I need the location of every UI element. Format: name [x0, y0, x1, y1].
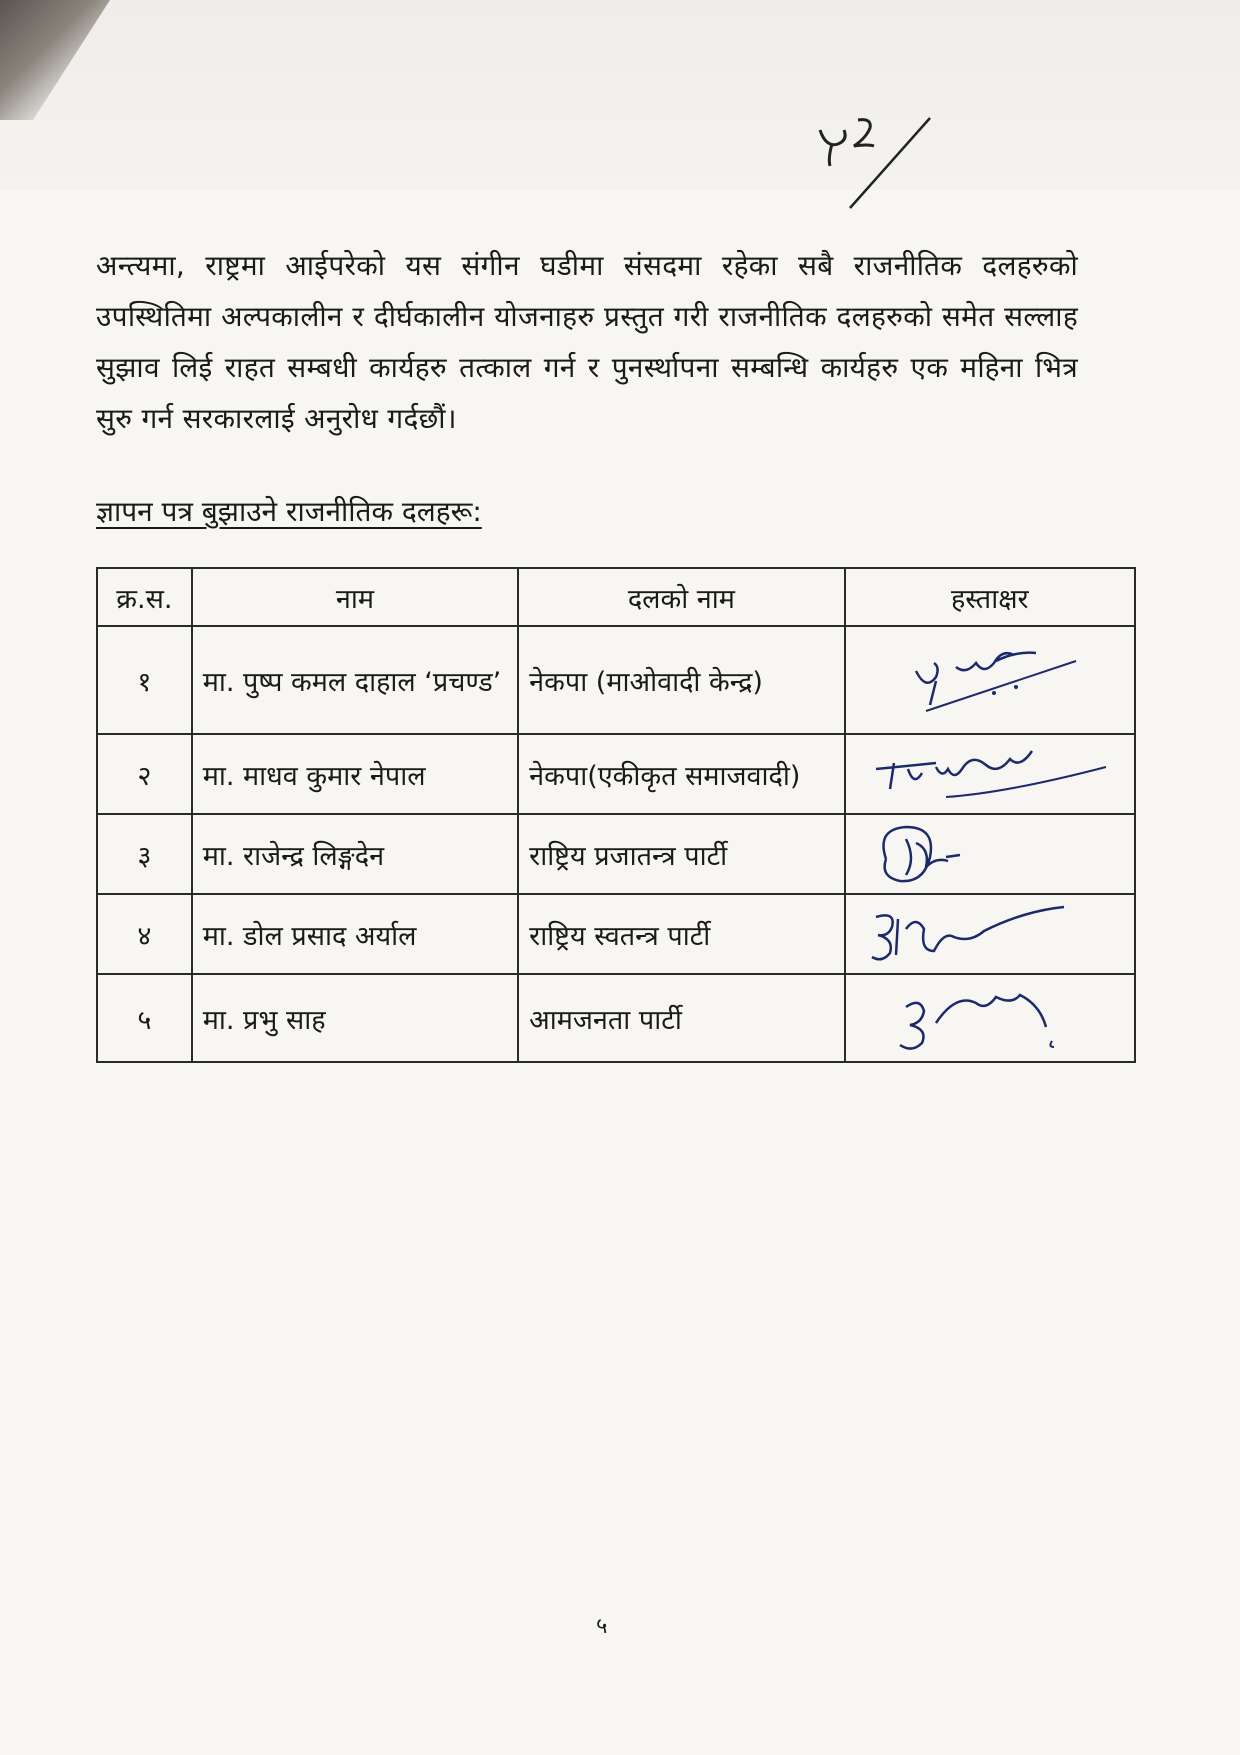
row-serial: ४ — [97, 894, 192, 974]
page-number: ५ — [596, 1614, 608, 1639]
closing-paragraph: अन्त्यमा, राष्ट्रमा आईपरेको यस संगीन घडीमा संसदमा रहेका सबै राजनीतिक दलहरुको उपस्थितिमा अल्पकालीन र दीर्घकालीन योजनाहरु प्रस्तुत गरी राजनीतिक दलहरुको समेत सल्लाह सुझाव लिई राहत सम्बधी कार्यहरु तत्काल गर्न र पुनर्स्थापना सम्बन्धि कार्यहरु एक महिना भित्र सुरु गर्न सरकारलाई अनुरोध गर्दछौं। — [96, 249, 1078, 435]
handwritten-signature — [846, 819, 1126, 889]
header-serial: क्र.स. — [97, 568, 192, 626]
row-signature-cell — [845, 974, 1135, 1062]
row-signature-cell — [845, 814, 1135, 894]
table-header-row — [97, 568, 1135, 626]
row-party: आमजनता पार्टी — [518, 974, 844, 1062]
handwritten-folio-mark — [800, 110, 980, 220]
handwritten-signature — [846, 899, 1126, 969]
row-name: मा. राजेन्द्र लिङ्गदेन — [192, 814, 518, 894]
handwritten-signature — [846, 631, 1126, 729]
header-party: दलको नाम — [518, 568, 844, 626]
row-name: मा. पुष्प कमल दाहाल ‘प्रचण्ड’ — [192, 626, 518, 734]
row-serial: २ — [97, 734, 192, 814]
row-signature-cell — [845, 894, 1135, 974]
header-signature: हस्ताक्षर — [845, 568, 1135, 626]
row-serial: ५ — [97, 974, 192, 1062]
table-row — [97, 814, 1135, 894]
table-row — [97, 734, 1135, 814]
row-party: नेकपा (माओवादी केन्द्र) — [518, 626, 844, 734]
handwritten-signature — [846, 979, 1126, 1057]
row-party: राष्ट्रिय प्रजातन्त्र पार्टी — [518, 814, 844, 894]
parties-heading: ज्ञापन पत्र बुझाउने राजनीतिक दलहरू: — [96, 495, 482, 528]
signatories-table — [96, 567, 1136, 1063]
row-serial: १ — [97, 626, 192, 734]
row-signature-cell — [845, 734, 1135, 814]
page-top-shade — [0, 0, 1240, 190]
handwritten-signature — [846, 739, 1126, 809]
header-name: नाम — [192, 568, 518, 626]
row-serial: ३ — [97, 814, 192, 894]
table-row — [97, 974, 1135, 1062]
table-row — [97, 626, 1135, 734]
row-signature-cell — [845, 626, 1135, 734]
row-name: मा. माधव कुमार नेपाल — [192, 734, 518, 814]
row-party: नेकपा(एकीकृत समाजवादी) — [518, 734, 844, 814]
row-name: मा. डोल प्रसाद अर्याल — [192, 894, 518, 974]
table-row — [97, 894, 1135, 974]
row-name: मा. प्रभु साह — [192, 974, 518, 1062]
row-party: राष्ट्रिय स्वतन्त्र पार्टी — [518, 894, 844, 974]
